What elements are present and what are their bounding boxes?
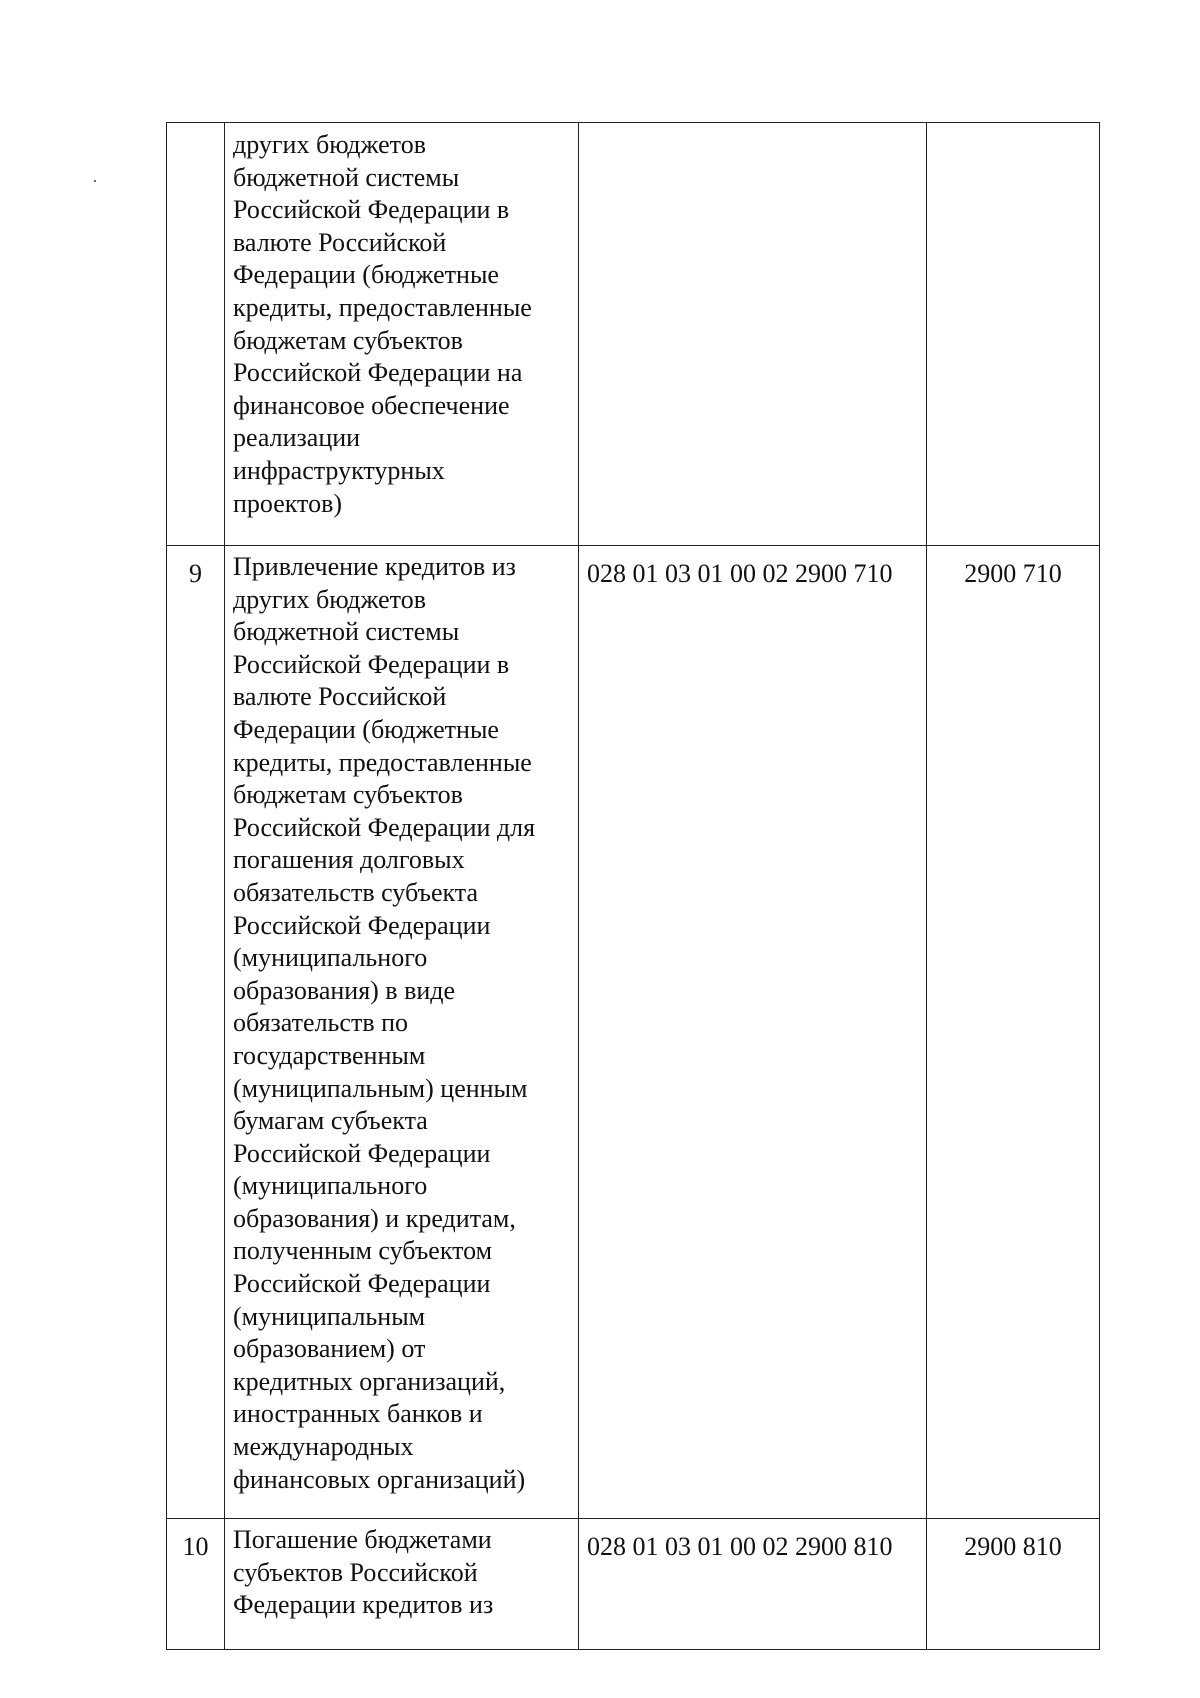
budget-code-table: [166, 122, 1100, 1650]
row-name: Привлечение кредитов из других бюджетов бюджетной системы Российской Федерации в валюте Российской Федерации (бюджетные кредиты, предоставленные бюджетам субъектов Российской Федерации для погашения долговых обязательств субъекта Российской Федерации (муниципального образования) в виде обязательств по государственным (муниципальным) ценным бумагам субъекта Российской Федерации (муниципального образования) и кредитам, полученным субъектом Российской Федерации (муниципальным образованием) от кредитных организаций, иностранных банков и международных финансовых организаций): [225, 546, 579, 1519]
row-name: других бюджетов бюджетной системы Российской Федерации в валюте Российской Федерации (бюджетные кредиты, предоставленные бюджетам субъектов Российской Федерации на финансовое обеспечение реализации инфраструктурных проектов): [225, 123, 579, 546]
row-code: [579, 123, 927, 546]
row-name: Погашение бюджетами субъектов Российской Федерации кредитов из: [225, 1519, 579, 1650]
row-code: 028 01 03 01 00 02 2900 710: [579, 546, 927, 1519]
row-number: 9: [167, 546, 225, 1519]
row-short-code: [927, 123, 1100, 546]
row-number: 10: [167, 1519, 225, 1650]
table-row: [167, 123, 1100, 546]
table-row: [167, 546, 1100, 1519]
scan-speck: [94, 180, 96, 182]
row-short-code: 2900 810: [927, 1519, 1100, 1650]
row-short-code: 2900 710: [927, 546, 1100, 1519]
table-row: [167, 1519, 1100, 1650]
row-code: 028 01 03 01 00 02 2900 810: [579, 1519, 927, 1650]
row-number: [167, 123, 225, 546]
